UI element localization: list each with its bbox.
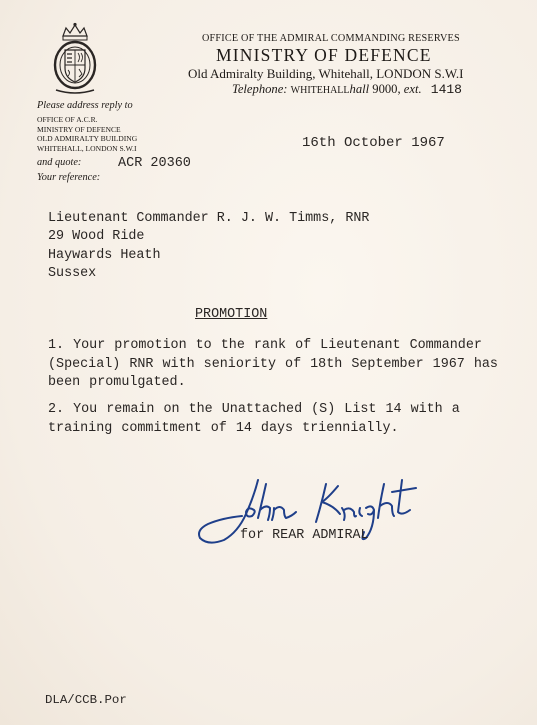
paragraph-1: 1. Your promotion to the rank of Lieutenant Commander (Special) RNR with seniority of 18th September 1967 has been promulgated. <box>48 338 498 390</box>
telephone-label: Telephone: <box>232 82 288 96</box>
footer-reference: DLA/CCB.Por <box>45 693 127 707</box>
reply-office-line: OLD ADMIRALTY BUILDING <box>37 134 138 144</box>
your-reference-label: Your reference: <box>37 172 101 183</box>
and-quote-label: and quote: <box>37 157 82 168</box>
royal-crest-icon <box>50 22 100 98</box>
ministry-title: MINISTRY OF DEFENCE <box>216 45 432 65</box>
telephone-ext: 1418 <box>430 82 462 97</box>
recipient-name: Lieutenant Commander R. J. W. Timms, RNR <box>48 211 370 226</box>
recipient-address <box>48 210 369 283</box>
please-address-label: Please address reply to <box>37 100 133 111</box>
telephone-exchange: WHITEHALL <box>290 85 350 96</box>
subject-heading: PROMOTION <box>195 307 268 322</box>
reply-office-lines <box>37 115 137 153</box>
office-line: OFFICE OF THE ADMIRAL COMMANDING RESERVES <box>202 33 460 44</box>
reply-office-line: WHITEHALL, LONDON S.W.I <box>37 143 137 153</box>
letter-date: 16th October 1967 <box>302 135 445 151</box>
letterhead-address: Old Admiralty Building, Whitehall, LONDON S.W.I <box>188 66 464 81</box>
recipient-town: Haywards Heath <box>48 247 161 263</box>
recipient-street: 29 Wood Ride <box>48 229 145 245</box>
telephone-ext-label: ext. <box>403 82 422 96</box>
quote-reference: ACR 20360 <box>118 156 191 171</box>
telephone-line: Telephone: WHITEHALLhall 9000, ext. 1418 <box>232 82 462 97</box>
signed-for: for REAR ADMIRAL <box>240 528 369 543</box>
telephone-number: 9000, <box>372 82 401 96</box>
recipient-county: Sussex <box>48 265 97 281</box>
reply-office-line: MINISTRY OF DEFENCE <box>37 124 121 134</box>
paragraph-2: 2. You remain on the Unattached (S) List 14 with a training commitment of 14 days triennially. <box>48 402 460 436</box>
reply-office-line: OFFICE OF A.C.R. <box>37 115 98 124</box>
